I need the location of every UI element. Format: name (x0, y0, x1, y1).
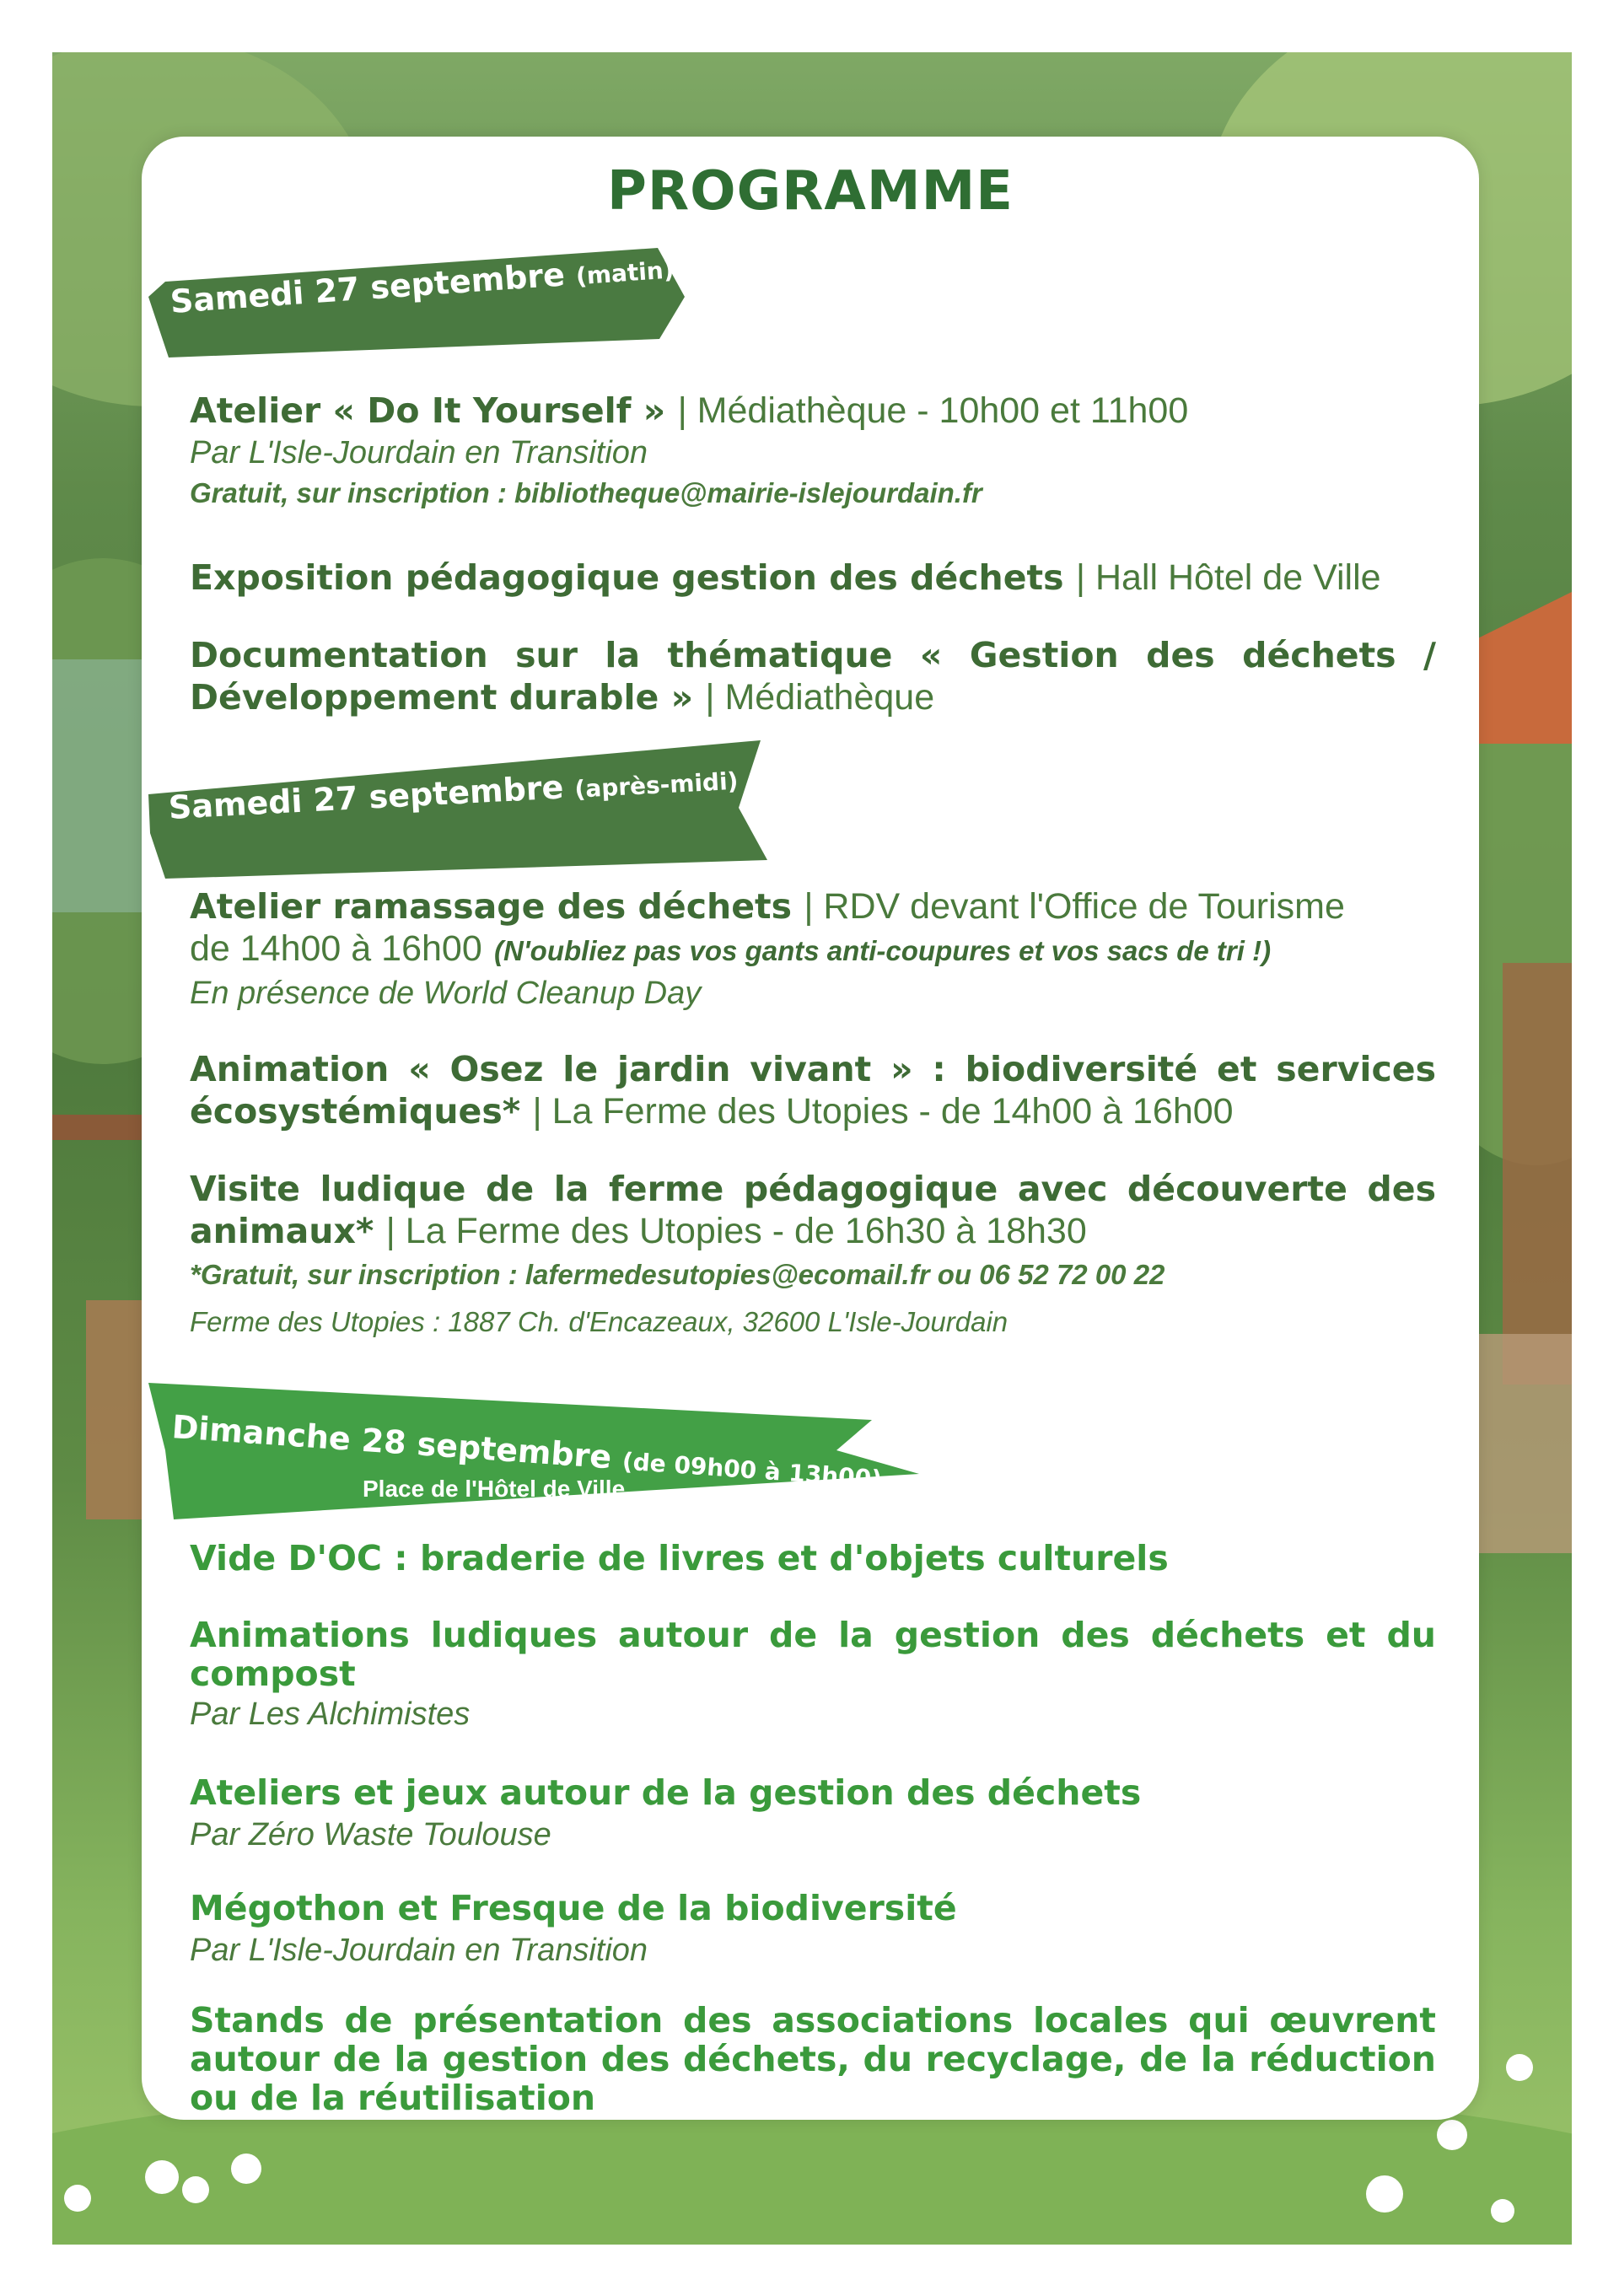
banner-place: Place de l'Hôtel de Ville (363, 1476, 626, 1502)
event-living-garden (190, 1048, 1436, 1132)
by-prefix: En présence de (190, 976, 415, 1011)
event-title: Atelier « Do It Yourself » (190, 390, 666, 431)
event-organizer: L'Isle-Jourdain en Transition (248, 1933, 648, 1968)
event-title: Stands de présentation des associations locales qui œuvrent autour de la gestion des déchets, du recyclage, de la réduction ou de la réutilisation (190, 2000, 1436, 2118)
event-address: Ferme des Utopies : 1887 Ch. d'Encazeaux, 32600 L'Isle-Jourdain (190, 1306, 1009, 1337)
event-note: (N'oubliez pas vos gants anti-coupures et vos sacs de tri !) (494, 935, 1272, 966)
event-title: Documentation sur la thématique « Gestion des déchets / Développement durable » (190, 635, 1436, 718)
by-prefix: Par (190, 1933, 240, 1968)
banner-period: (après-midi) (573, 766, 740, 804)
event-place: | Médiathèque (705, 677, 935, 718)
banner-day: Dimanche 28 septembre (170, 1408, 613, 1476)
banner-saturday-afternoon (148, 740, 772, 879)
banner-period: (de 09h00 à 13h00) (621, 1447, 883, 1493)
event-place: | La Ferme des Utopies - de 16h30 à 18h30 (385, 1211, 1087, 1251)
event-organizer: L'Isle-Jourdain en Transition (248, 435, 648, 470)
event-place: | RDV devant l'Office de Tourisme (804, 886, 1345, 927)
event-place: | Médiathèque - 10h00 et 11h00 (677, 390, 1189, 431)
event-organizer: Zéro Waste Toulouse (248, 1817, 551, 1852)
event-waste-games (190, 1772, 1436, 1856)
event-title: Animation « Osez le jardin vivant » : biodiversité et services écosystémiques* (190, 1049, 1436, 1132)
event-organizer: World Cleanup Day (422, 976, 702, 1011)
event-association-stands (190, 2001, 1436, 2117)
banner-day: Samedi 27 septembre (169, 255, 567, 320)
banner-day: Samedi 27 septembre (167, 768, 565, 826)
event-compost-activities (190, 1616, 1436, 1735)
event-exhibition (190, 557, 1436, 599)
event-title: Animations ludiques autour de la gestion des déchets et du compost (190, 1615, 1436, 1694)
event-title: Ateliers et jeux autour de la gestion des déchets (190, 1772, 1142, 1813)
event-time: de 14h00 à 16h00 (190, 928, 482, 969)
banner-sunday (148, 1383, 924, 1519)
page-title: PROGRAMME (606, 160, 1014, 223)
event-title: Atelier ramassage des déchets (190, 886, 793, 927)
event-title: Mégothon et Fresque de la biodiversité (190, 1888, 957, 1928)
event-title: Visite ludique de la ferme pédagogique avec découverte des animaux* (190, 1169, 1436, 1251)
banner-period: (matin) (574, 255, 675, 291)
event-vide-doc (190, 1537, 1436, 1579)
event-organizer: Les Alchimistes (248, 1696, 471, 1732)
event-note: *Gratuit, sur inscription : lafermedesutopies@ecomail.fr ou 06 52 72 00 22 (190, 1259, 1165, 1290)
event-note: Gratuit, sur inscription : bibliotheque@mairie-islejourdain.fr (190, 477, 982, 508)
event-megothon (190, 1887, 1436, 1971)
event-litter-pickup (190, 885, 1436, 1014)
by-prefix: Par (190, 1817, 240, 1852)
by-prefix: Par (190, 435, 240, 470)
event-diy-workshop (190, 390, 1436, 513)
event-title: Exposition pédagogique gestion des déchets (190, 557, 1064, 598)
by-prefix: Par (190, 1696, 240, 1732)
banner-saturday-morning (148, 246, 688, 358)
event-title: Vide D'OC : braderie de livres et d'objets culturels (190, 1538, 1169, 1578)
event-place: | La Ferme des Utopies - de 14h00 à 16h00 (532, 1091, 1234, 1132)
event-documentation (190, 634, 1436, 718)
event-farm-visit (190, 1168, 1436, 1342)
event-place: | Hall Hôtel de Ville (1075, 557, 1381, 598)
